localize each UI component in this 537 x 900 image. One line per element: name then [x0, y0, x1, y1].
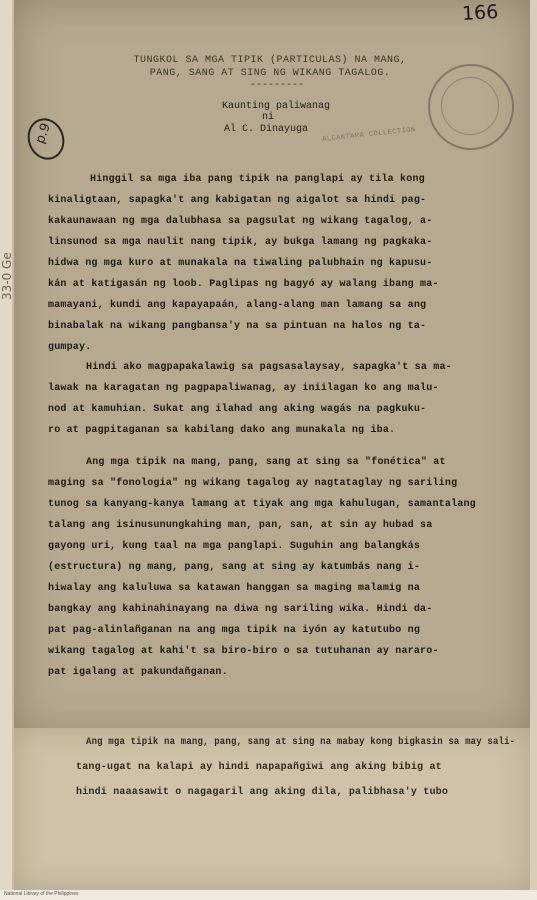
body-line: kán at katigasán ng loob. Paglipas ng bagyó ay walang ibang ma- — [48, 279, 439, 290]
author: Al C. Dinayuga — [224, 124, 309, 135]
subtitle: Kaunting paliwanag — [222, 101, 331, 112]
body-line: (estructura) ng mang, pang, sang at sing ay katumbás nang i- — [48, 562, 421, 573]
body-line: wikang tagalog at kahi't sa biro-biro o sa tutuhanan ay nararo- — [48, 646, 439, 657]
body-line: gumpay. — [48, 342, 92, 353]
body-line: Hinggil sa mga iba pang tipik na panglapi ay tila kong — [90, 174, 425, 185]
body-line: pat igalang at pakundañganan. — [48, 667, 228, 678]
body-line: pat pag-alinlañganan na ang mga tipik na iyón ay katutubo ng — [48, 625, 421, 636]
body-line: tunog sa kanyang-kanya lamang at tiyak ang mga kahulugan, samantalang — [48, 499, 476, 510]
body-line: nod at kamuhian. Sukat ang ilahad ang aking wagás na pagkuku- — [48, 404, 427, 415]
body-line: ro at pagpitaganan sa kabilang dako ang munakala ng iba. — [48, 425, 396, 436]
body-line: hidwa ng mga kuro at munakala na tiwaling palubhain ng kapusu- — [48, 258, 433, 269]
page-number: 166 — [461, 1, 499, 25]
byline-ni: ni — [262, 112, 275, 123]
collection-stamp: ALCANTARA COLLECTION — [321, 126, 417, 144]
body-line: Ang mga tipik na mang, pang, sang at sing sa "fonética" at — [86, 457, 446, 468]
body-line: gayong uri, kung taal na mga panglapi. Suguhin ang balangkás — [48, 541, 421, 552]
body-line: kinaligtaan, sapagka't ang kabigatan ng aigalot sa hindi pag- — [48, 195, 427, 206]
body-line: mamayani, kundi ang kapayapaán, alang-alang man lamang sa ang — [48, 300, 427, 311]
title-line-2: PANG, SANG AT SING NG WIKANG TAGALOG. — [149, 68, 391, 79]
title-rule: --------- — [250, 80, 305, 91]
body-line: lawak na karagatan ng pagpapaliwanag, ay iniilagan ko ang malu- — [48, 383, 439, 394]
title-line-1: TUNGKOL SA MGA TIPIK (PARTICULAS) NA MANG, — [133, 55, 407, 66]
body-line: hiwalay ang kaluluwa sa katawan hanggan sa maging malamig na — [48, 583, 421, 594]
pencil-note: 33-0 Ge — [0, 252, 14, 300]
footer-credit: National Library of the Philippines — [4, 891, 79, 897]
margin-mark: p.9 — [32, 121, 54, 146]
document-sheet-lower — [14, 728, 530, 890]
body-line: Hindi ako magpapakalawig sa pagsasalaysay, sapagka't sa ma- — [86, 362, 452, 373]
body-line: linsunod sa mga naulit nang tipik, ay bukga lamang ng pagkaka- — [48, 237, 433, 248]
body-line-lower: Ang mga tipik na mang, pang, sang at sing na mabay kong bigkasin sa may sali- — [86, 737, 516, 748]
bottom-strip — [0, 890, 537, 900]
body-line-lower: tang-ugat na kalapi ay hindi napapañgiwi ang aking bibig at — [76, 762, 442, 773]
body-line: kakaunawaan ng mga dalubhasa sa pagsulat ng wikang tagalog, a- — [48, 216, 433, 227]
background-stripe — [0, 0, 12, 900]
body-line: maging sa "fonologia" ng wikang tagalog ay nagtataglay ng sariling — [48, 478, 458, 489]
body-line: talang ang isinusunungkahing man, pan, san, at sin ay hubad sa — [48, 520, 433, 531]
library-stamp-inner-icon — [441, 77, 499, 135]
body-line: binabalak na wikang pangbansa'y na sa pintuan na halos ng ta- — [48, 321, 427, 332]
body-line-lower: hindi naaasawit o nagagaril ang aking dila, palibhasa'y tubo — [76, 787, 449, 798]
body-line: bangkay ang kahinahinayang na diwa ng sariling wika. Hindi da- — [48, 604, 433, 615]
